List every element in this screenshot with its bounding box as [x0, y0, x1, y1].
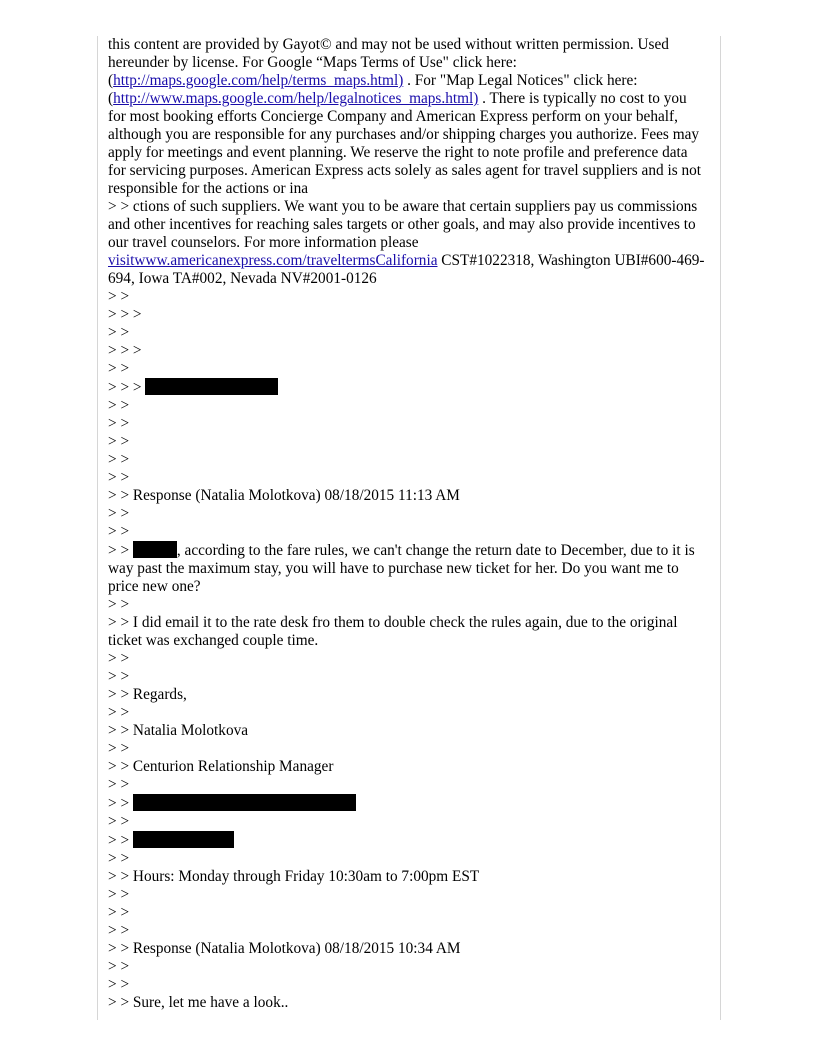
legal-notices-link[interactable]: http://www.maps.google.com/help/legalnotices_maps.html): [113, 90, 479, 107]
quote-line: > >: [108, 813, 130, 830]
quote-line: > >: [108, 650, 130, 667]
quote-line: > >: [108, 505, 130, 522]
signature-title: > > Centurion Relationship Manager: [108, 758, 334, 775]
email-body: [108, 36, 708, 1012]
quote-line: > >: [108, 668, 130, 685]
quote-line: > >: [108, 360, 130, 377]
quote-line: > >: [108, 523, 130, 540]
quote-line: > >: [108, 451, 130, 468]
response-header: > > Response (Natalia Molotkova) 08/18/2015 11:13 AM: [108, 487, 460, 504]
quote-line: > >: [108, 415, 130, 432]
quote-line: > >: [108, 776, 130, 793]
quote-line: > >: [108, 397, 130, 414]
response-message: > > I did email it to the rate desk fro them to double check the rules again, due to the original ticket was exchanged couple time.: [108, 614, 678, 649]
quote-line: > > >: [108, 342, 142, 359]
quote-line: > >: [108, 324, 130, 341]
response-header: > > Response (Natalia Molotkova) 08/18/2015 10:34 AM: [108, 940, 461, 957]
redaction-block: [145, 378, 278, 395]
quote-line: > > >: [108, 306, 142, 323]
quote-line-redacted: > > >: [108, 378, 708, 397]
legal-disclaimer: this content are provided by Gayot© and may not be used without written permission. Used hereunder by license. For Google “Maps Terms of Use" click here: (http://maps.google.com/help/terms_maps.html) . For "Map Legal Notices" click here: (http://www.maps.google.com/help/legalnotices_maps.html) . There is typically no cost to you for most booking efforts Concierge Company and American Express perform on your behalf, although you are responsible for any purchases and/or shipping charges you authorize. Fees may apply for meetings and event planning. We reserve the right to note profile and preference data for servicing purposes. American Express acts solely as sales agent for travel suppliers and is not responsible for the actions or ina: [108, 36, 702, 197]
quote-line: > >: [108, 469, 130, 486]
signature-name: > > Natalia Molotkova: [108, 722, 249, 739]
maps-terms-link[interactable]: http://maps.google.com/help/terms_maps.html): [113, 72, 404, 89]
quote-line: > >: [108, 904, 130, 921]
signature-hours: > > Hours: Monday through Friday 10:30am to 7:00pm EST: [108, 868, 480, 885]
signature-regards: > > Regards,: [108, 686, 187, 703]
quote-line: > >: [108, 886, 130, 903]
quote-line: > >: [108, 958, 130, 975]
signature-redacted: > >: [108, 794, 708, 813]
quote-line: > >: [108, 596, 130, 613]
response-message: > > , according to the fare rules, we can't change the return date to December, due to it is way past the maximum stay, you will have to purchase new ticket for her. Do you want me to price new one?: [108, 542, 695, 595]
quote-line: > >: [108, 740, 130, 757]
legal-disclaimer-continued: > > ctions of such suppliers. We want you to be aware that certain suppliers pay us commissions and other incentives for reaching sales targets or other goals, and may also provide incentives to our travel counselors. For more information please visitwww.americanexpress.com/traveltermsCalifornia CST#1022318, Washington UBI#600-469-694, Iowa TA#002, Nevada NV#2001-0126: [108, 198, 705, 287]
travel-terms-link[interactable]: visitwww.americanexpress.com/traveltermsCalifornia: [108, 252, 438, 269]
redaction-block: [133, 831, 234, 848]
response-message: > > Sure, let me have a look..: [108, 994, 289, 1011]
quote-line: > >: [108, 976, 130, 993]
quote-line: > >: [108, 922, 130, 939]
redaction-block: [133, 794, 356, 811]
redaction-block: [133, 541, 177, 558]
signature-redacted: > >: [108, 831, 708, 850]
quote-line: > >: [108, 433, 130, 450]
quote-line: > >: [108, 704, 130, 721]
quote-line: > >: [108, 288, 130, 305]
quote-line: > >: [108, 850, 130, 867]
document-page: [97, 36, 721, 1020]
